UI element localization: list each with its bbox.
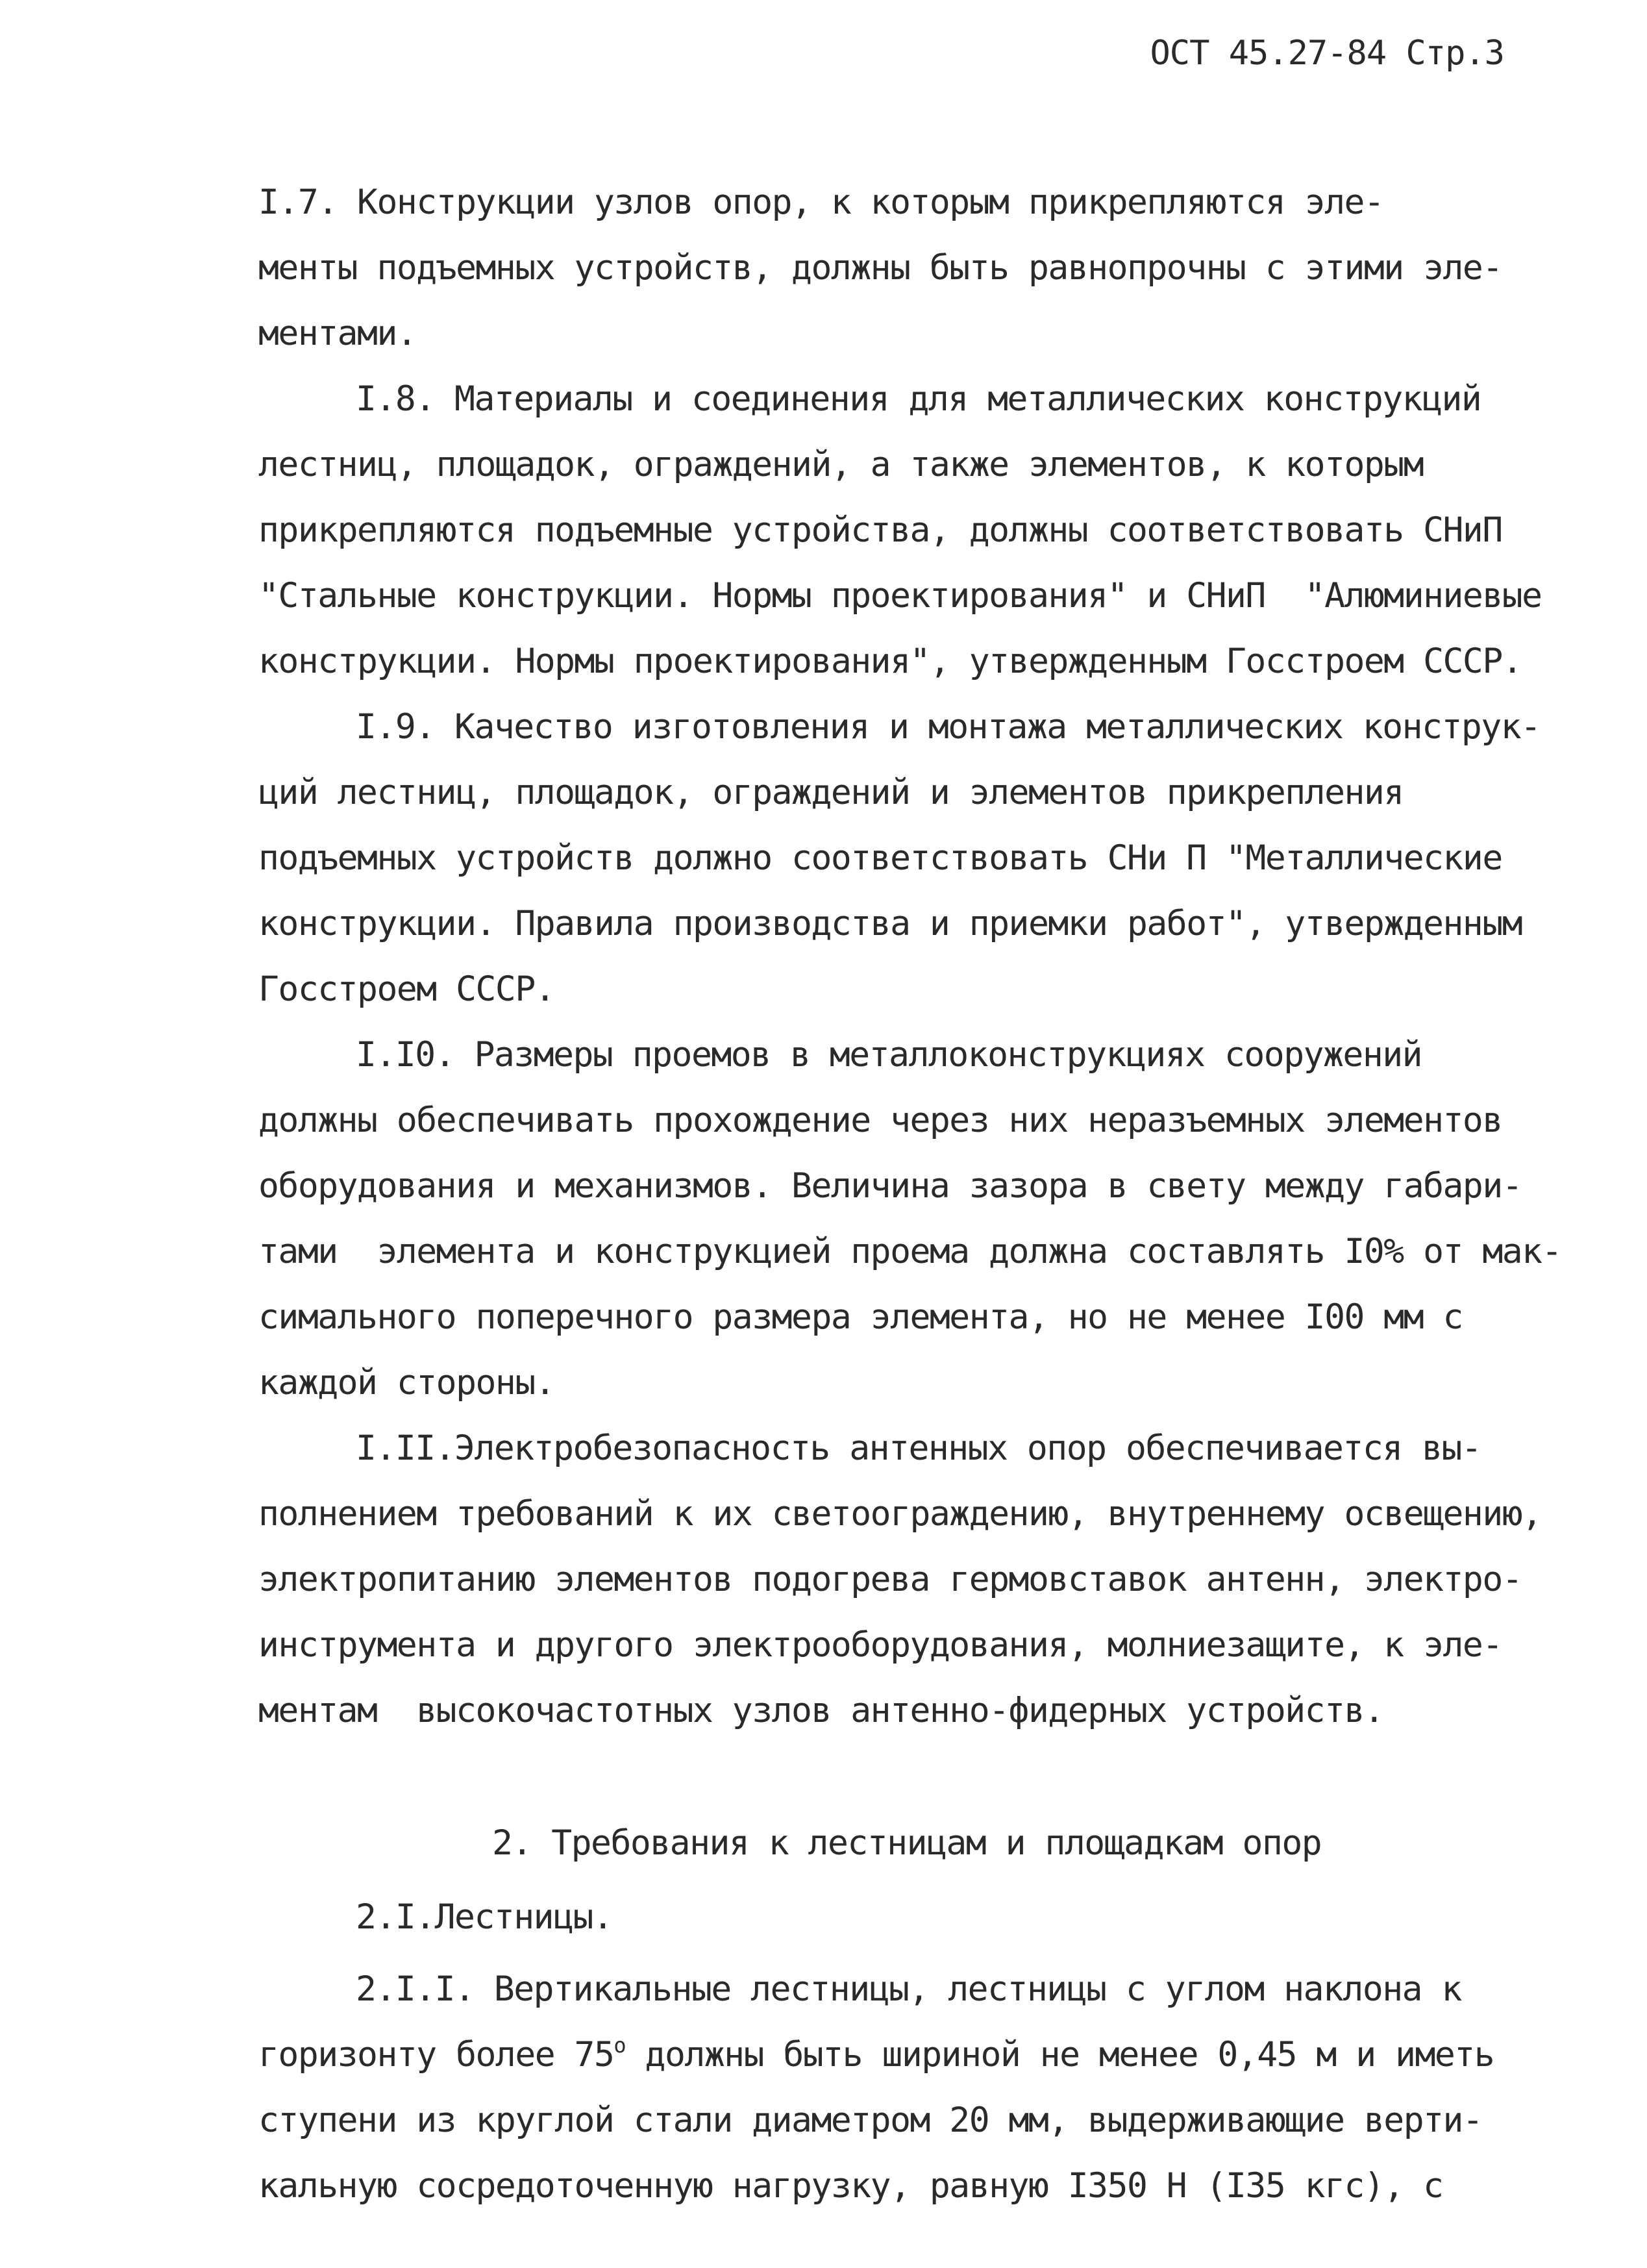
degree-superscript: о — [613, 2033, 626, 2058]
text-line: конструкции. Правила производства и приемки работ", утвержденным — [258, 904, 1522, 943]
text-line: инструмента и другого электрооборудования, молниезащите, к эле- — [258, 1625, 1502, 1665]
text-line: Госстроем СССР. — [258, 969, 555, 1009]
text-line: каждой стороны. — [258, 1363, 555, 1402]
text-line: I.7. Конструкции узлов опор, к которым прикрепляются эле- — [258, 182, 1384, 222]
section-heading: 2. Требования к лестницам и площадкам опор — [492, 1823, 1322, 1863]
text-segment: горизонту более 75 — [258, 2035, 614, 2075]
text-line: I.I0. Размеры проемов в металлоконструкциях сооружений — [356, 1035, 1422, 1075]
text-line: ментам высокочастотных узлов антенно-фидерных устройств. — [258, 1691, 1384, 1730]
text-line: полнением требований к их светоограждению, внутреннему освещению, — [258, 1494, 1542, 1534]
text-line: "Стальные конструкции. Нормы проектирования" и СНиП "Алюминиевые — [258, 576, 1542, 616]
text-line — [258, 2033, 1494, 2075]
text-line: симального поперечного размера элемента, но не менее I00 мм с — [258, 1297, 1463, 1337]
text-line: конструкции. Нормы проектирования", утвержденным Госстроем СССР. — [258, 642, 1522, 681]
text-line: должны обеспечивать прохождение через них неразъемных элементов — [258, 1101, 1502, 1140]
text-line: 2.I.I. Вертикальные лестницы, лестницы с углом наклона к — [356, 1969, 1461, 2009]
text-line: I.9. Качество изготовления и монтажа металлических конструк- — [356, 707, 1541, 747]
subsection-heading: 2.I.Лестницы. — [356, 1897, 613, 1937]
text-line: менты подъемных устройств, должны быть равнопрочны с этими эле- — [258, 248, 1502, 288]
text-line: прикрепляются подъемные устройства, должны соответствовать СНиП — [258, 510, 1502, 550]
text-line: ступени из круглой стали диаметром 20 мм, выдерживающие верти- — [258, 2100, 1483, 2140]
text-line: ций лестниц, площадок, ограждений и элементов прикрепления — [258, 773, 1404, 812]
text-line: оборудования и механизмов. Величина зазора в свету между габари- — [258, 1166, 1522, 1206]
text-line: тами элемента и конструкцией проема должна составлять I0% от мак- — [258, 1232, 1561, 1271]
text-line: электропитанию элементов подогрева гермовставок антенн, электро- — [258, 1560, 1522, 1599]
text-line: подъемных устройств должно соответствовать СНи П "Металлические — [258, 838, 1502, 878]
text-line: лестниц, площадок, ограждений, а также элементов, к которым — [258, 445, 1424, 484]
page-header: ОСТ 45.27-84 Стр.3 — [1150, 34, 1504, 73]
text-line: ментами. — [258, 314, 417, 353]
text-line: I.8. Материалы и соединения для металлических конструкций — [356, 379, 1481, 419]
text-line: I.II.Электробезопасность антенных опор обеспечивается вы- — [356, 1428, 1481, 1468]
text-line: кальную сосредоточенную нагрузку, равную I350 Н (I35 кгс), с — [258, 2166, 1443, 2206]
text-segment: должны быть шириной не менее 0,45 м и иметь — [625, 2035, 1494, 2075]
